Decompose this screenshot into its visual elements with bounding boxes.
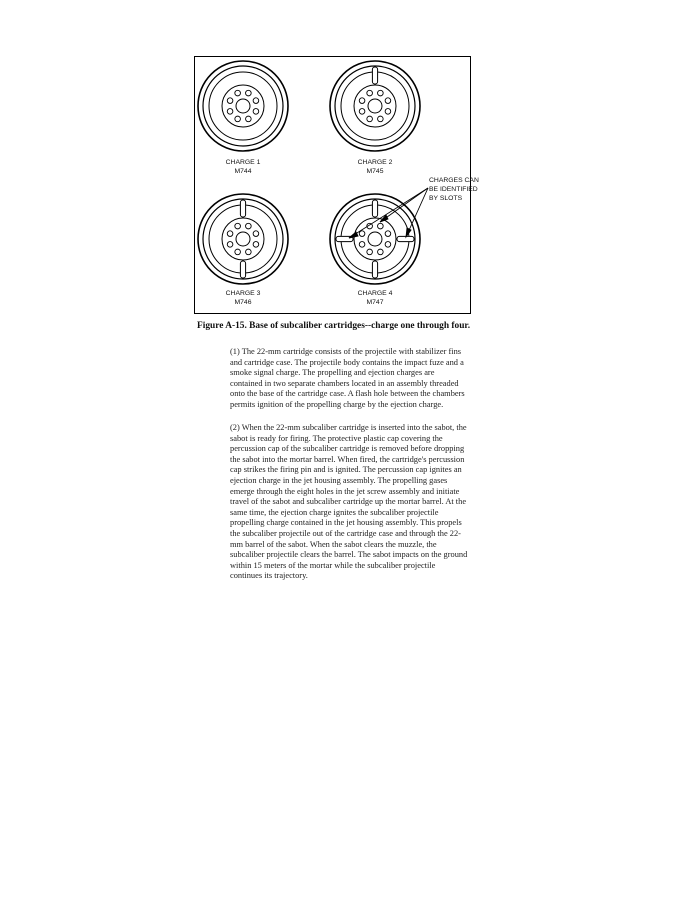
port-hole: [359, 231, 365, 237]
charge-slot: [372, 67, 377, 84]
port-hole: [235, 116, 241, 122]
port-hole: [235, 90, 241, 96]
port-hole: [253, 242, 259, 248]
cartridge-base-charge-2: [330, 61, 420, 151]
inner-ring: [354, 218, 396, 260]
figure-illustration: [194, 56, 479, 314]
cartridge-base-diagram: [195, 57, 479, 313]
port-hole: [367, 249, 373, 255]
port-hole: [253, 98, 259, 104]
center-hole: [368, 99, 382, 113]
figure-caption: Figure A-15. Base of subcaliber cartridges--charge one through four.: [197, 321, 471, 331]
outer-rim: [198, 61, 288, 151]
inner-ring: [222, 218, 264, 260]
center-hole: [368, 232, 382, 246]
port-hole: [253, 109, 259, 115]
port-hole: [246, 223, 252, 229]
port-hole: [227, 231, 233, 237]
charge-slot: [240, 261, 245, 278]
outer-ring: [203, 66, 283, 146]
port-hole: [378, 223, 384, 229]
panel-4-label: CHARGE 4: [357, 290, 393, 297]
port-hole: [359, 98, 365, 104]
panel-3-label: CHARGE 3: [225, 290, 261, 297]
paragraph-1: (1) The 22-mm cartridge consists of the projectile with stabilizer fins and cartridge case. The projectile body contains the impact fuze and a smoke signal charge. The propelling and ejection charges are contained in two separate chambers located in an assembly threaded onto the base of the cartridge case. A flash hole between the chambers permits ignition of the propelling charge by the ejection charge.: [230, 347, 465, 409]
port-hole: [385, 242, 391, 248]
panel-1-model: M744: [234, 168, 252, 175]
panel-2-model: M745: [366, 168, 384, 175]
charge-slot: [397, 236, 414, 241]
panel-3-model: M746: [234, 299, 252, 306]
panel-2-label: CHARGE 2: [357, 159, 393, 166]
port-hole: [235, 249, 241, 255]
middle-ring: [209, 72, 277, 140]
port-hole: [359, 109, 365, 115]
cartridge-base-charge-3: [198, 194, 288, 284]
cartridge-base-charge-4: [330, 194, 420, 284]
port-hole: [385, 109, 391, 115]
port-hole: [246, 90, 252, 96]
port-hole: [246, 249, 252, 255]
port-hole: [378, 249, 384, 255]
annotation-line-1: CHARGES CAN: [429, 177, 479, 184]
cartridge-base-charge-1: [198, 61, 288, 151]
port-hole: [385, 98, 391, 104]
paragraph-2: (2) When the 22-mm subcaliber cartridge is inserted into the sabot, the sabot is ready for firing. The protective plastic cap covering the percussion cap of the subcaliber cartridge is removed before dropping the sabot into the mortar barrel. When fired, the cartridge's percussion cap strikes the firing pin and is ignited. The percussion cap ignites an ejection charge in the jet housing assembly. The propelling gases emerge through the eight holes in the jet screw assembly and initiate travel of the sabot and subcaliber cartridge up the mortar barrel. At the same time, the ejection charge ignites the subcaliber projectile propelling charge contained in the jet housing assembly. This propels the subcaliber projectile out of the cartridge case and through the 22-mm barrel of the sabot. When the sabot clears the muzzle, the subcaliber projectile clears the barrel. The sabot impacts on the ground within 15 meters of the mortar while the subcaliber projectile continues its trajectory.: [230, 423, 468, 581]
annotation-line-2: BE IDENTIFIED: [429, 186, 478, 193]
panel-1-label: CHARGE 1: [225, 159, 261, 166]
port-hole: [359, 242, 365, 248]
port-hole: [227, 98, 233, 104]
port-hole: [253, 231, 259, 237]
charge-slot: [240, 200, 245, 217]
center-hole: [236, 99, 250, 113]
inner-ring: [222, 85, 264, 127]
port-hole: [385, 231, 391, 237]
port-hole: [246, 116, 252, 122]
charge-slot: [372, 261, 377, 278]
panel-4-model: M747: [366, 299, 384, 306]
charge-slot: [372, 200, 377, 217]
port-hole: [367, 90, 373, 96]
annotation-line-3: BY SLOTS: [429, 195, 463, 202]
inner-ring: [354, 85, 396, 127]
port-hole: [378, 116, 384, 122]
port-hole: [378, 90, 384, 96]
port-hole: [367, 116, 373, 122]
port-hole: [235, 223, 241, 229]
port-hole: [227, 242, 233, 248]
center-hole: [236, 232, 250, 246]
port-hole: [227, 109, 233, 115]
